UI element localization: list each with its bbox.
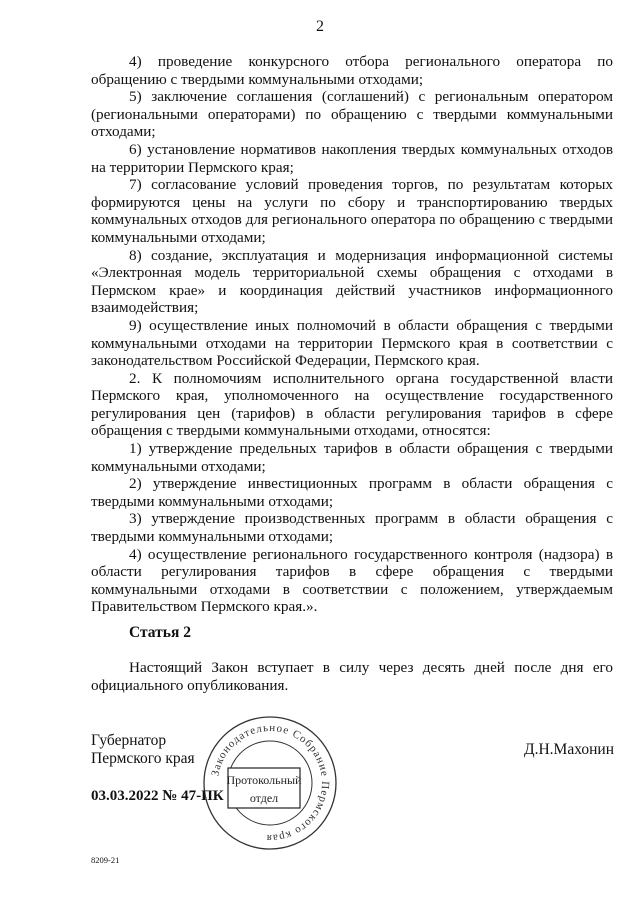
- paragraph-item-8: 8) создание, эксплуатация и модернизация информационной системы «Электронная модель территориальной схемы обращения с отходами в Пермском крае» и координация действий участников информационного взаимодействия;: [91, 246, 613, 317]
- paragraph-item-5: 5) заключение соглашения (соглашений) с региональным оператором (региональными операторами) по обращению с твердыми коммунальными отходами;: [91, 88, 613, 141]
- signatory-title-line1: Губернатор: [91, 732, 167, 749]
- stamp-box-line2: отдел: [249, 791, 279, 805]
- page-number: 2: [316, 18, 324, 35]
- paragraph-subitem-4: 4) осуществление регионального государственного контроля (надзора) в области регулирования тарифов в сфере обращения с твердыми коммунальными отходами в соответствии с положением, утверждаемым Правительством Пермского края.».: [91, 545, 613, 616]
- signatory-name: Д.Н.Махонин: [524, 741, 614, 758]
- document-body: [91, 53, 613, 616]
- article-text: Настоящий Закон вступает в силу через десять дней после дня его официального опубликования.: [91, 659, 613, 694]
- stamp-box-line1: Протокольный: [226, 773, 302, 787]
- paragraph-subitem-2: 2) утверждение инвестиционных программ в области обращения с твердыми коммунальными отходами;: [91, 475, 613, 510]
- paragraph-item-4: 4) проведение конкурсного отбора регионального оператора по обращению с твердыми коммунальными отходами;: [91, 53, 613, 88]
- paragraph-item-9: 9) осуществление иных полномочий в области обращения с твердыми коммунальными отходами на территории Пермского края в соответствии с законодательством Российской Федерации, Пермского края.: [91, 316, 613, 370]
- paragraph-item-6: 6) установление нормативов накопления твердых коммунальных отходов на территории Пермского края;: [91, 140, 613, 176]
- stamp-ring-text: Законодательное Собрание Пермского края: [209, 721, 332, 845]
- stamp-seal-icon: [200, 713, 340, 853]
- paragraph-subitem-1: 1) утверждение предельных тарифов в области обращения с твердыми коммунальными отходами;: [91, 440, 613, 475]
- signatory-title-line2: Пермского края: [91, 749, 195, 767]
- official-stamp: [200, 713, 340, 853]
- date-and-number: 03.03.2022 № 47-ПК: [91, 788, 224, 804]
- registration-code: 8209-21: [91, 855, 120, 865]
- signatory-title: [91, 732, 195, 767]
- paragraph-subitem-3: 3) утверждение производственных программ в области обращения с твердыми коммунальными отходами;: [91, 510, 613, 546]
- paragraph-section-2: 2. К полномочиям исполнительного органа государственной власти Пермского края, уполномоченного на осуществление государственного регулирования цен (тарифов) в области регулирования тарифов в сфере обращения с твердыми коммунальными отходами, относятся:: [91, 369, 613, 440]
- article-title: Статья 2: [129, 624, 191, 641]
- paragraph-item-7: 7) согласование условий проведения торгов, по результатам которых формируются цены на услуги по сбору и транспортированию твердых коммунальных отходов для регионального оператора по обращению с твердыми коммунальными отходами;: [91, 176, 613, 246]
